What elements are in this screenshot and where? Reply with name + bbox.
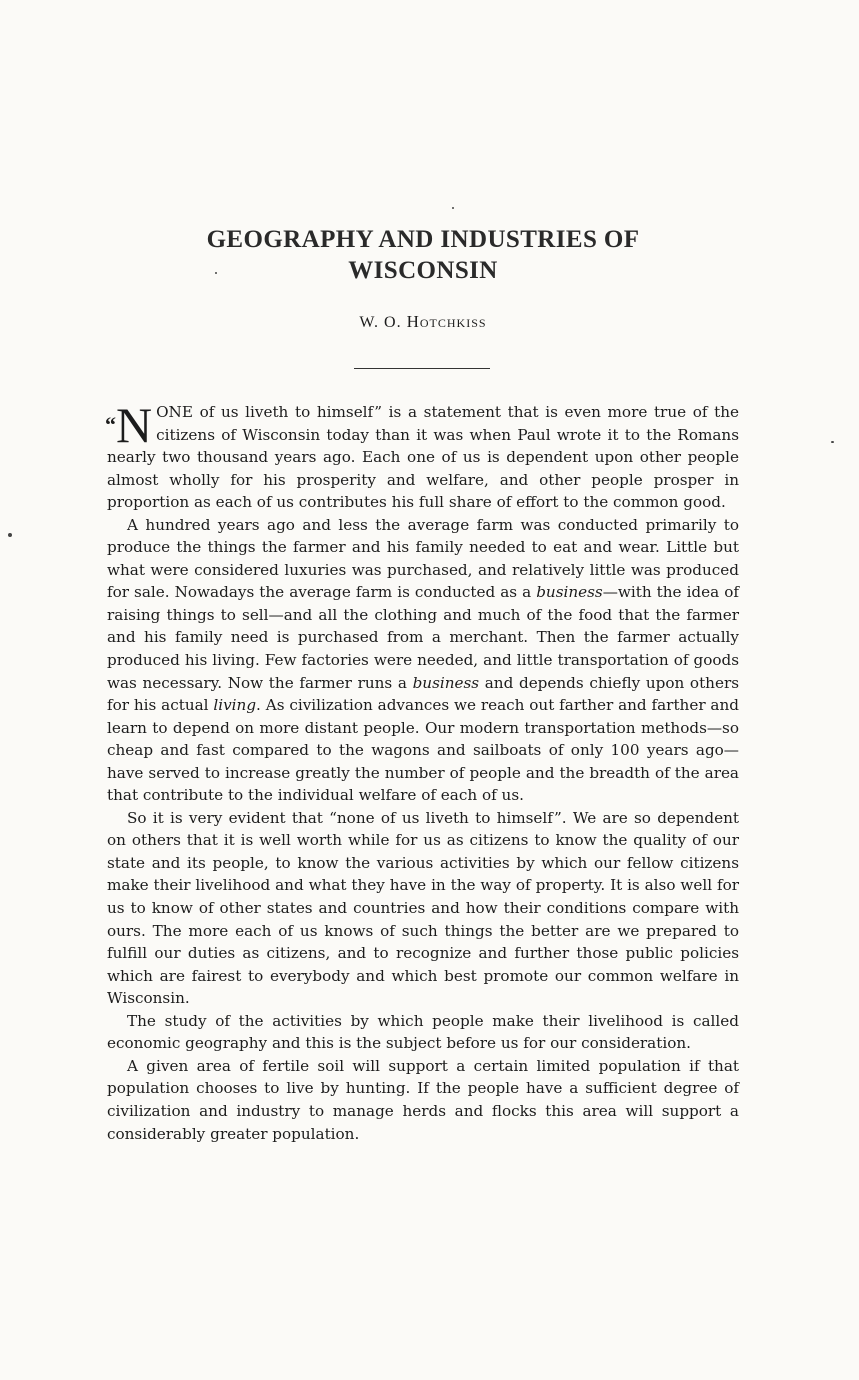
title-divider xyxy=(354,368,490,369)
paragraph-4: The study of the activities by which people make their livelihood is called economic geography and this is the subject before us for our consideration. xyxy=(107,1011,739,1053)
emphasis-business: business xyxy=(412,673,480,692)
drop-cap xyxy=(105,397,153,453)
paragraph-3: So it is very evident that “none of us liveth to himself”. We are so dependent on others that it is well worth while for us as citizens to know the quality of our state and its people, to know the various activities by which our fellow citizens make their livelihood and what they have in the way of property. It is also well for us to know of other states and countries and how their conditions compare with ours. The more each of us knows of such things the better are we prepared to fulfill our duties as citizens, and to recognize and further those public policies which are fairest to everybody and which best promote our common welfare in Wisconsin. xyxy=(107,808,739,1008)
scan-speck xyxy=(452,207,454,209)
author-surname: Hotchkiss xyxy=(406,312,487,331)
paragraph-5: A given area of fertile soil will support a certain limited population if that population chooses to live by hunting. If the people have a sufficient degree of civilization and industry to manage herds and flocks this area will support a considerably greater population. xyxy=(107,1056,739,1143)
scan-speck xyxy=(831,441,834,443)
paragraph-1-text: ONE of us liveth to himself” is a statement that is even more true of the citizens of Wisconsin today than it was when Paul wrote it to the Romans nearly two thousand years ago. Each one of us is dependent upon other people almost wholly for his prosperity and welfare, and other people prosper in proportion as each of us contributes his full share of effort to the common good. xyxy=(107,403,739,512)
title-line-2: WISCONSIN xyxy=(348,257,498,284)
article-title xyxy=(110,224,736,286)
emphasis-living: living xyxy=(213,696,257,715)
title-line-1: GEOGRAPHY AND INDUSTRIES OF xyxy=(206,226,640,253)
emphasis-business: business xyxy=(536,583,603,602)
drop-cap-letter: N xyxy=(116,397,153,453)
article-body xyxy=(105,397,739,1145)
scan-speck xyxy=(8,533,12,537)
author-byline xyxy=(110,312,736,332)
paragraph-1 xyxy=(105,397,739,514)
paragraph-2: A hundred years ago and less the average farm was conducted primarily to produce the things the farmer and his family needed to eat and wear. Little but what were considered luxuries was purchased, and relatively little was produced for sale. Nowadays the average farm is conducted as a business—with the idea of raising things to sell—and all the clothing and much of the food that the farmer and his family need is purchased from a merchant. Then the farmer actually produced his living. Few factories were needed, and little transportation of goods was necessary. Now the farmer runs a business and depends chiefly upon others for his actual living. As civilization advances we reach out farther and farther and learn to depend on more distant people. Our modern transportation methods—so cheap and fast compared to the wagons and sailboats of only 100 years ago—have served to increase greatly the number of people and the breadth of the area that contribute to the individual welfare of each of us. xyxy=(107,515,739,805)
author-initials: W. O. xyxy=(359,314,402,331)
scan-speck xyxy=(215,272,217,274)
drop-cap-quote: “ xyxy=(105,412,116,437)
